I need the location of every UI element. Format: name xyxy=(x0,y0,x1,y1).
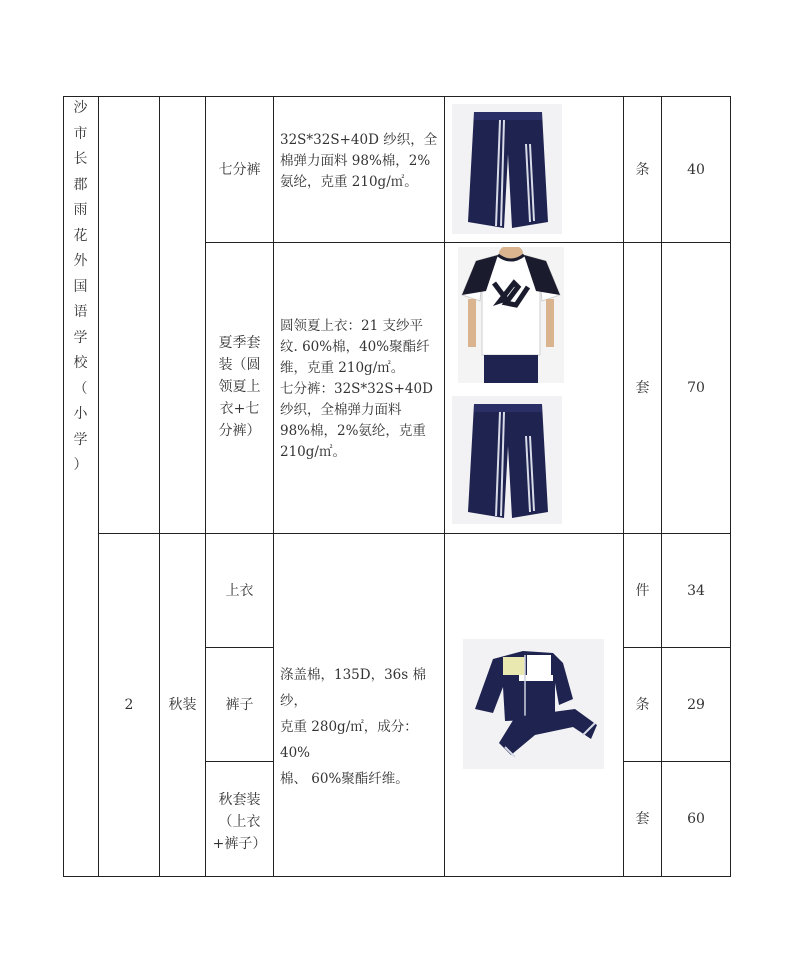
school-name-char: 郡 xyxy=(73,176,88,193)
row-number: 2 xyxy=(124,697,134,713)
description-line: 纹. 60%棉，40%聚酯纤 xyxy=(280,339,430,355)
school-name-char: 学 xyxy=(73,431,88,448)
unit-text: 条 xyxy=(635,696,650,713)
unit-text: 套 xyxy=(635,380,650,396)
school-name-char: （ xyxy=(73,380,88,397)
item-name: 上衣 xyxy=(225,582,254,599)
unit-text: 件 xyxy=(635,582,650,599)
school-name-char: 外 xyxy=(73,253,88,269)
price-cell xyxy=(662,243,730,533)
item-name-line: 夏季套 xyxy=(218,335,261,351)
unit-cell xyxy=(624,762,661,876)
item-name-line: 衣+七 xyxy=(219,401,260,417)
price-text: 70 xyxy=(687,380,705,396)
unit-cell xyxy=(624,243,661,533)
item-cell-pants xyxy=(206,648,273,761)
school-name-char: 校 xyxy=(73,355,88,371)
price-cell xyxy=(662,762,730,876)
school-name-char: 沙 xyxy=(73,100,88,116)
school-name-char: 花 xyxy=(73,227,88,244)
row-number-cell xyxy=(99,534,159,876)
navy-shorts-photo xyxy=(452,104,562,234)
white-tshirt-photo xyxy=(458,247,564,383)
category-cell xyxy=(160,534,205,876)
school-name xyxy=(63,96,98,479)
item-name: 七分裤 xyxy=(218,161,261,178)
item-cell-jacket xyxy=(206,534,273,647)
description-text: 32S*32S+40D 纱织，全棉弹力面料 98%棉，2%氨纶，克重 210g/㎡。 xyxy=(280,132,438,190)
description-line: 涤盖棉，135D，36s 棉纱， xyxy=(280,667,426,709)
item-cell-autumn-set xyxy=(206,789,273,855)
description-line: 七分裤：32S*32S+40D xyxy=(280,381,433,397)
category-text: 秋装 xyxy=(168,697,197,713)
school-name-char: 小 xyxy=(73,406,88,422)
unit-cell xyxy=(624,97,661,242)
unit-text: 条 xyxy=(635,161,650,178)
school-name-char: 学 xyxy=(73,329,88,346)
description-line: 210g/㎡。 xyxy=(280,444,346,460)
school-name-char: 语 xyxy=(73,304,88,320)
description-line: 棉、 60%聚酯纤维。 xyxy=(280,771,409,787)
description-cell-shorts xyxy=(280,130,440,193)
school-name-char: ） xyxy=(73,457,88,473)
navy-shorts-photo xyxy=(452,396,562,524)
item-name: 裤子 xyxy=(225,696,254,713)
unit-cell xyxy=(624,648,661,761)
unit-text: 套 xyxy=(635,811,650,827)
school-name-char: 国 xyxy=(73,278,88,295)
item-name-line: 领夏上 xyxy=(218,379,261,395)
price-text: 40 xyxy=(687,161,705,178)
unit-cell xyxy=(624,534,661,647)
description-line: 纱织，全棉弹力面料 xyxy=(280,402,402,418)
item-name-line: 分裤） xyxy=(218,423,261,439)
description-cell-autumn xyxy=(280,662,444,792)
description-line: 维，克重 210g/㎡。 xyxy=(280,360,405,376)
school-name-char: 长 xyxy=(73,151,88,167)
item-name-line: 秋套装 xyxy=(218,792,261,808)
school-name-char: 市 xyxy=(73,125,88,142)
price-cell xyxy=(662,534,730,647)
item-cell-summer-set xyxy=(206,332,273,442)
price-text: 60 xyxy=(687,811,705,827)
item-name-line: +裤子） xyxy=(212,836,267,852)
item-name-line: 装（圆 xyxy=(218,357,261,373)
item-cell-shorts xyxy=(206,97,273,242)
description-cell-summer-set xyxy=(280,316,442,463)
description-line: 98%棉，2%氨纶，克重 xyxy=(280,423,426,439)
item-name-line: （上衣 xyxy=(218,814,261,830)
autumn-tracksuit-photo xyxy=(463,639,604,769)
description-line: 圆领夏上衣：21 支纱平 xyxy=(280,318,423,334)
price-cell xyxy=(662,648,730,761)
price-cell xyxy=(662,97,730,242)
school-name-char: 雨 xyxy=(73,202,88,218)
price-text: 29 xyxy=(687,696,705,713)
description-line: 克重 280g/㎡，成分：40% xyxy=(280,719,418,761)
price-text: 34 xyxy=(687,582,705,599)
